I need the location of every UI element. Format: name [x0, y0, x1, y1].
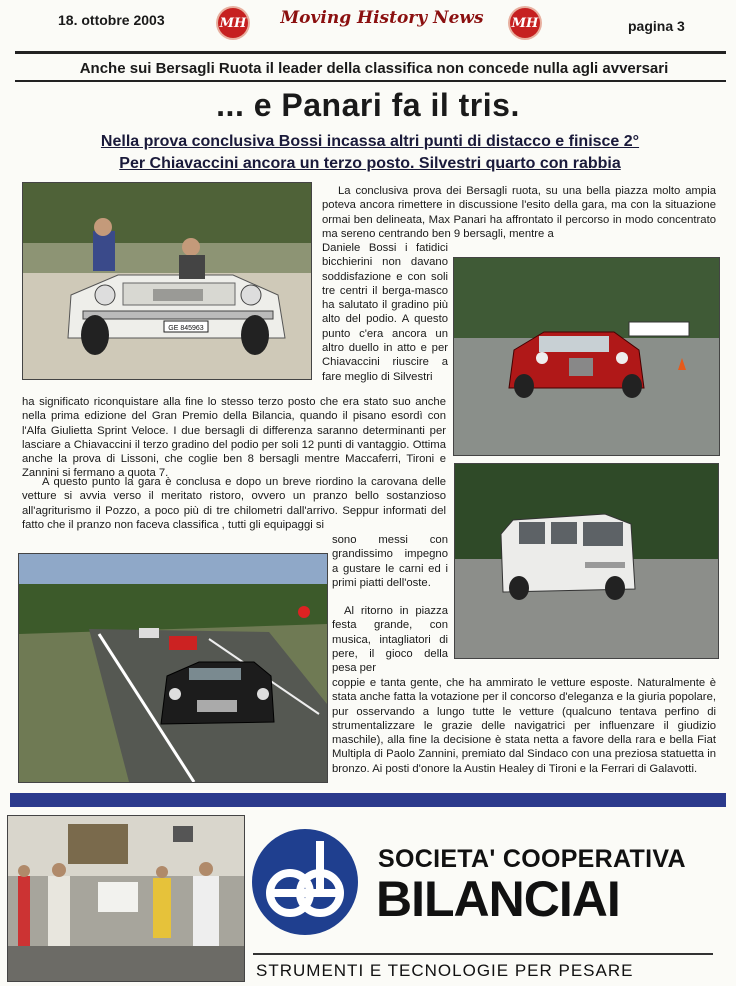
right-logo: MH — [510, 8, 540, 38]
ad-tagline-rule — [253, 953, 713, 955]
article-paragraph-3-narrow: Al ritorno in piazza festa grande, con musica, intagliatori di pere, il gioco della pesa per — [332, 605, 448, 675]
article-deck-line1: Nella prova conclusiva Bossi incassa altri punti di distacco e finisce 2° — [100, 133, 640, 150]
ad-tagline: STRUMENTI E TECNOLOGIE PER PESARE — [256, 961, 634, 980]
article-paragraph-3-wide: coppie e tanta gente, che ha ammirato le vetture esposte. Naturalmente è stata anche fatta la votazione per il concorso d'eleganza e la giuria popolare, pur osservando a lungo tutte le vetture (qualcuno tentava perfino di strumentalizzare le grazie delle navigatrici per influenzare il giudizio maschile), alla fine la decisione è stata netta a favore della rara e bella Fiat Multipla di Paolo Zannini, premiato dal Sindaco con una preziosa statuetta in bronzo. Ai posti d'onore la Austin Healey di Tironi e la Ferrari di Galavotti. — [332, 677, 716, 775]
photo-crowd — [7, 815, 245, 982]
crowd-illustration — [8, 816, 244, 981]
article-paragraph-1-lead: La conclusiva prova dei Bersagli ruota, su una bella piazza molto ampia poteva ancora rimettere in discussione l'esito della gara, ma con la situazione ormai ben delineata, Max Panari ha affrontato il percorso in modo concentrato ma sereno centrando ben 9 bersagli, mentre a — [322, 185, 716, 240]
bilanciai-logo-icon — [250, 827, 360, 937]
mercedes-illustration — [23, 183, 311, 379]
masthead-title: Moving History News — [280, 8, 484, 28]
article-headline: ... e Panari fa il tris. — [216, 87, 520, 123]
convoy-illustration — [19, 554, 327, 782]
multipla-illustration — [455, 464, 718, 658]
photo-fiat-multipla — [454, 463, 719, 659]
license-plate: GE 845963 — [168, 325, 204, 332]
alfa-illustration — [454, 258, 719, 455]
kicker-rule — [15, 80, 726, 82]
photo-road-convoy — [18, 553, 328, 783]
page-number: pagina 3 — [628, 18, 685, 34]
article-kicker: Anche sui Bersagli Ruota il leader della classifica non concede nulla agli avversari — [79, 60, 669, 77]
header-rule — [15, 51, 726, 54]
article-paragraph-2-wide: A questo punto la gara è conclusa e dopo un breve riordino la carovana delle vetture si avvia verso il meritato ristoro, ovvero un pranzo bello sostanzioso all'agriturismo il Pozzo, a poco più di tre chilometri dall'arrivo. Seppur informati del fatto che il pranzo non faceva classifica , tutti gli equipaggi si — [22, 476, 446, 531]
ad-divider-bar — [10, 793, 726, 807]
article-deck-line2: Per Chiavaccini ancora un terzo posto. Silvestri quarto con rabbia — [119, 155, 621, 172]
photo-red-alfa — [453, 257, 720, 456]
article-paragraph-2-narrow: sono messi con grandissimo impegno a gustare le carni ed i primi piatti dell'oste. — [332, 534, 448, 589]
article-paragraph-1-wide: ha significato riconquistare alla fine lo stesso terzo posto che era stato suo anche nella prima edizione del Gran Premio della Bilancia, quando il pisano esordì con l'Alfa Giulietta Sprint Veloce. I due bersagli di differenza saranno determinanti per lasciare a Chiavaccini il terzo gradino del podio per soli 12 punti di vantaggio. Ottima anche la prova di Lissoni, che coglie ben 8 bersagli mentre Maccaferri, Tironi e Zannini si fermano a quota 7. — [22, 396, 446, 480]
ad-company-name: BILANCIAI — [376, 871, 620, 927]
ad-company-line1: SOCIETA' COOPERATIVA — [378, 845, 686, 873]
photo-mercedes-convertible — [22, 182, 312, 380]
left-logo: MH — [218, 8, 248, 38]
article-paragraph-1-narrow: Daniele Bossi i fatidici bicchierini non davano soddisfazione e con soli tre centri il berga-masco ha salutato il gradino più alto del podio. A questo punto c'era ancora un altro duello in atto e per Chiavaccini riuscire a fare meglio di Silvestri — [322, 242, 448, 383]
issue-date: 18. ottobre 2003 — [58, 12, 165, 28]
